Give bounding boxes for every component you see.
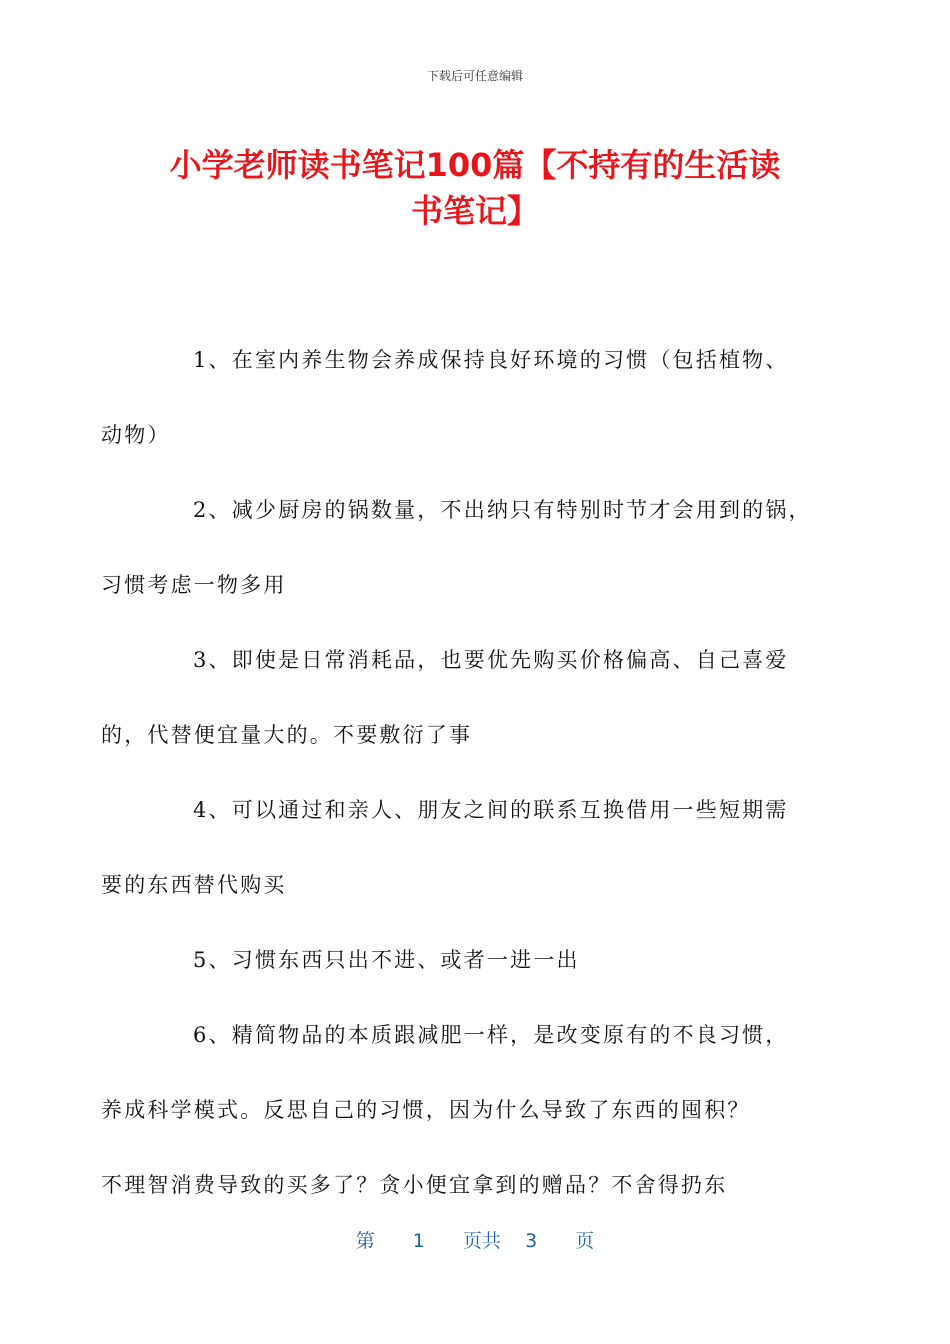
paragraph-3 — [101, 623, 807, 773]
paragraph-5 — [147, 923, 807, 998]
paragraph-2 — [101, 473, 812, 623]
page-label-mid: 页共 — [462, 1230, 501, 1252]
page-label-prefix: 第 — [355, 1230, 375, 1252]
paragraph-line: 习惯考虑一物多用 — [101, 573, 287, 597]
paragraph-line: 6、精简物品的本质跟减肥一样，是改变原有的不良习惯， — [193, 1023, 789, 1047]
paragraph-4 — [101, 773, 807, 923]
paragraph-line: 的，代替便宜量大的。不要敷衍了事 — [101, 723, 473, 747]
paragraph-6 — [101, 998, 807, 1223]
title-line-2: 书笔记】 — [410, 192, 539, 230]
document-body — [101, 323, 812, 1223]
paragraph-line: 2、减少厨房的锅数量，不出纳只有特别时节才会用到的锅， — [193, 498, 812, 522]
paragraph-line: 4、可以通过和亲人、朋友之间的联系互换借用一些短期需 — [193, 798, 789, 822]
paragraph-line: 要的东西替代购买 — [101, 873, 287, 897]
document-title — [140, 142, 810, 234]
paragraph-line: 动物） — [101, 423, 171, 447]
page-footer — [0, 1226, 950, 1253]
paragraph-line: 3、即使是日常消耗品，也要优先购买价格偏高、自己喜爱 — [193, 648, 789, 672]
paragraph-line: 养成科学模式。反思自己的习惯，因为什么导致了东西的囤积？ — [101, 1098, 751, 1122]
paragraph-line: 1、在室内养生物会养成保持良好环境的习惯（包括植物、 — [193, 348, 789, 372]
title-line-1: 小学老师读书笔记100篇【不持有的生活读 — [169, 146, 781, 184]
total-pages-number: 3 — [525, 1230, 538, 1252]
page-label-suffix: 页 — [575, 1230, 595, 1252]
paragraph-line: 不理智消费导致的买多了？贪小便宜拿到的赠品？不舍得扔东 — [101, 1173, 728, 1197]
paragraph-1 — [101, 323, 807, 473]
paragraph-line: 5、习惯东西只出不进、或者一进一出 — [193, 948, 580, 972]
current-page-number: 1 — [412, 1230, 425, 1252]
header-note: 下载后可任意编辑 — [426, 69, 523, 83]
